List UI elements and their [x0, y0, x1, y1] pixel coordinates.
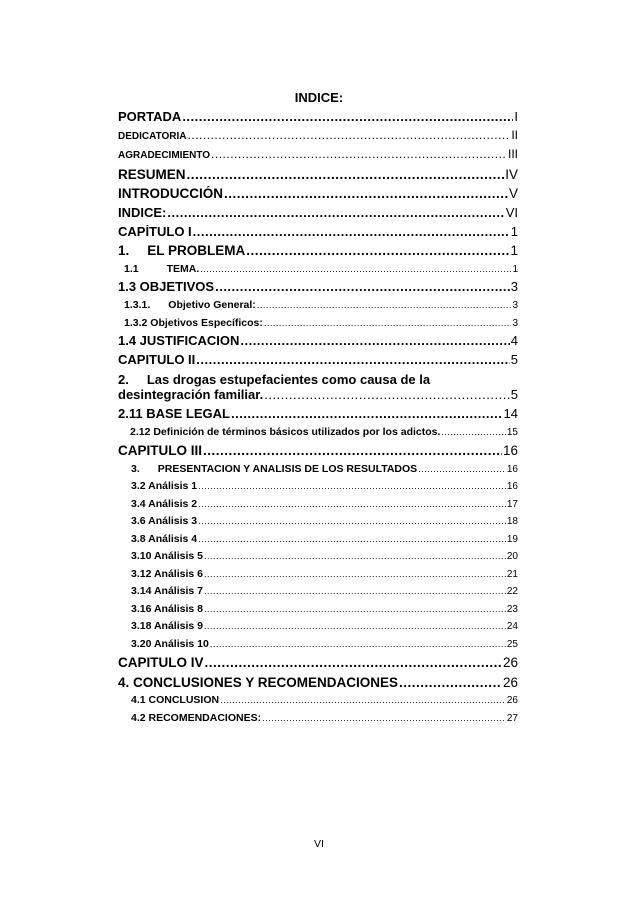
toc-entry-drogas-estupefacientes[interactable]: 2. Las drogas estupefacientes como causa de la desintegración familiar. ..... 5 [118, 372, 518, 403]
toc-entry-definicion-terminos[interactable]: 2.12 Definición de términos básicos utilizados por los adictos. ..... 15 [118, 426, 518, 439]
toc-entry-tema[interactable]: 1.1 TEMA. ..... 1 [118, 263, 518, 276]
toc-entry-objetivo-general[interactable]: 1.3.1. Objetivo General: ..... 3 [118, 299, 518, 312]
toc-entry-analisis-6[interactable]: 3.12 Análisis 6 ..... 21 [118, 568, 518, 581]
toc-entry-analisis-1[interactable]: 3.2 Análisis 1 ..... 16 [118, 480, 518, 493]
toc-entry-analisis-2[interactable]: 3.4 Análisis 2 ..... 17 [118, 498, 518, 511]
toc-entry-objetivos-especificos[interactable]: 1.3.2 Objetivos Específicos: ..... 3 [118, 317, 518, 330]
page-number-footer: VI [314, 838, 324, 850]
toc-entry-capitulo-3[interactable]: CAPITULO III ..... 16 [118, 443, 518, 459]
toc-entry-analisis-10[interactable]: 3.20 Análisis 10 ..... 25 [118, 638, 518, 651]
toc-entry-presentacion-analisis[interactable]: 3. PRESENTACION Y ANALISIS DE LOS RESULTADOS ..... 16 [118, 463, 518, 476]
toc-entry-indice[interactable]: INDICE: ..... VI [118, 206, 518, 221]
toc-entry-analisis-3[interactable]: 3.6 Análisis 3 ..... 18 [118, 515, 518, 528]
toc-entry-capitulo-4[interactable]: CAPITULO IV ..... 26 [118, 655, 518, 671]
toc-entry-conclusiones-recomendaciones[interactable]: 4. CONCLUSIONES Y RECOMENDACIONES ..... 26 [118, 675, 518, 691]
toc-entry-analisis-9[interactable]: 3.18 Análisis 9 ..... 24 [118, 620, 518, 633]
toc-entry-portada[interactable]: PORTADA ..... I [118, 110, 518, 125]
toc-entry-base-legal[interactable]: 2.11 BASE LEGAL ..... 14 [118, 407, 518, 422]
toc-entry-analisis-5[interactable]: 3.10 Análisis 5 ..... 20 [118, 550, 518, 563]
toc-entry-agradecimiento[interactable]: AGRADECIMIENTO ..... III [118, 148, 518, 162]
toc-entry-analisis-8[interactable]: 3.16 Análisis 8 ..... 23 [118, 603, 518, 616]
toc-entry-objetivos[interactable]: 1.3 OBJETIVOS ..... 3 [118, 280, 518, 295]
toc-entry-capitulo-2[interactable]: CAPITULO II ..... 5 [118, 353, 518, 368]
toc-entry-resumen[interactable]: RESUMEN ..... IV [118, 167, 518, 183]
toc-entry-conclusion[interactable]: 4.1 CONCLUSION ..... 26 [118, 694, 518, 707]
toc-entry-el-problema[interactable]: 1. EL PROBLEMA ..... 1 [118, 243, 518, 259]
toc-entry-capitulo-1[interactable]: CAPÍTULO I ..... 1 [118, 225, 518, 240]
table-of-contents [118, 110, 518, 729]
toc-entry-recomendaciones[interactable]: 4.2 RECOMENDACIONES: ..... 27 [118, 712, 518, 725]
toc-entry-analisis-4[interactable]: 3.8 Análisis 4 ..... 19 [118, 533, 518, 546]
toc-entry-introduccion[interactable]: INTRODUCCIÓN ..... V [118, 186, 518, 202]
toc-entry-dedicatoria[interactable]: DEDICATORIA ..... II [118, 129, 518, 143]
toc-entry-analisis-7[interactable]: 3.14 Análisis 7 ..... 22 [118, 585, 518, 598]
index-title: INDICE: [294, 90, 344, 105]
toc-entry-justificacion[interactable]: 1.4 JUSTIFICACION ..... 4 [118, 334, 518, 349]
